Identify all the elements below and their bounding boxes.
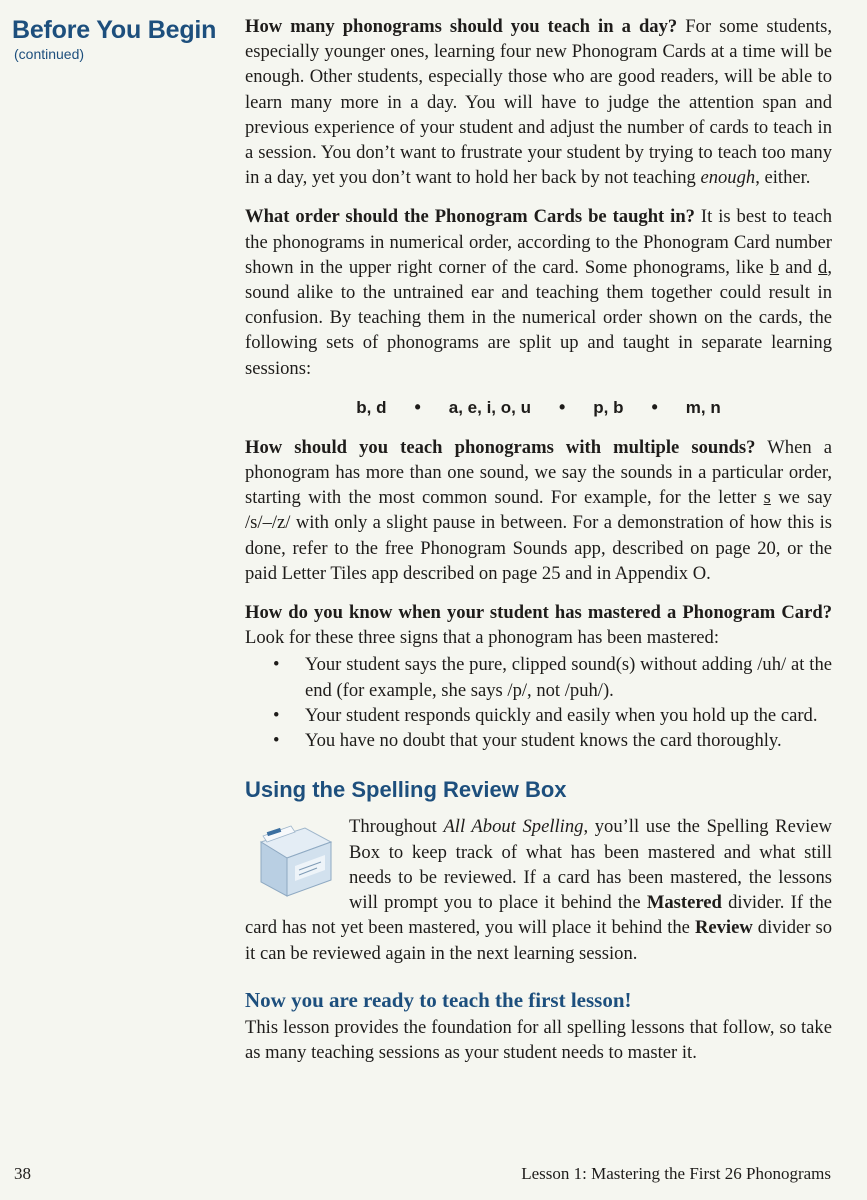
phonogram-set: m, n: [685, 398, 721, 418]
question-heading: How many phonograms should you teach in a day?: [245, 16, 678, 37]
bullet-icon: •: [273, 730, 280, 752]
spelling-review-box-image: [247, 820, 335, 902]
answer-text: When a phonogram has more than one sound, we say the sounds in a particular order, starting with the most common sound. For example, for the letter: [245, 436, 832, 509]
bullet-separator: •: [414, 397, 421, 418]
book-title: All About Spelling: [443, 816, 584, 838]
phonogram-set: p, b: [593, 398, 624, 418]
list-item-text: Your student says the pure, clipped sound(s) without adding /uh/ at the end (for example, she says /p/, not /puh/).: [305, 654, 832, 701]
running-footer: Lesson 1: Mastering the First 26 Phonograms: [521, 1164, 831, 1183]
emphasis-text: enough: [700, 167, 756, 189]
review-text: divider so it can be reviewed again in the next learning session.: [245, 917, 833, 964]
page-number: 38: [14, 1164, 31, 1183]
list-item-text: You have no doubt that your student knows the card thoroughly.: [305, 730, 782, 752]
paragraph-mastery: [245, 600, 832, 650]
paragraph-multiple-sounds: [245, 435, 832, 586]
list-item: [245, 728, 832, 753]
phonogram-sets: [245, 395, 832, 421]
bullet-icon: •: [273, 654, 280, 676]
question-heading: How should you teach phonograms with multiple sounds?: [245, 436, 756, 458]
answer-text-end: , either.: [755, 167, 811, 189]
question-heading: How do you know when your student has mastered a Phonogram Card?: [245, 602, 832, 624]
mastery-signs-list: [245, 652, 832, 753]
section-heading: Using the Spelling Review Box: [245, 777, 567, 803]
main-content: [245, 14, 832, 1079]
ready-paragraph: This lesson provides the foundation for all spelling lessons that follow, so take as many teaching sessions as your student needs to master it.: [245, 1016, 832, 1064]
underlined-letter: b: [769, 256, 780, 278]
review-text: , you’ll use the Spelling Review Box to keep track of what has been mastered and what still needs to be reviewed. If a card has been mastered, the lessons will prompt you to place it behind the: [349, 816, 832, 914]
review-text: Throughout: [349, 816, 444, 838]
review-divider-label: Review: [694, 917, 753, 939]
ready-heading: Now you are ready to teach the first lesson!: [245, 987, 632, 1012]
sidebar-title: Before You Begin: [12, 16, 217, 44]
answer-text: It is best to teach the phonograms in numerical order, according to the Phonogram Card number shown in the upper right corner of the card. Some phonograms, like: [245, 206, 833, 278]
list-item: [245, 703, 832, 728]
mastered-divider-label: Mastered: [646, 892, 722, 914]
list-item: [245, 652, 832, 702]
answer-text: Look for these three signs that a phonogram has been mastered:: [245, 627, 719, 649]
review-box-paragraph: [245, 814, 832, 965]
answer-text: we say /s/–/z/ with only a slight pause in between. For a demonstration of how this is done, refer to the free Phonogram Sounds app, described on page 20, or the paid Letter Tiles app described on page 25 and in Appendix O.: [245, 487, 832, 584]
underlined-letter: d: [818, 256, 828, 278]
bullet-icon: •: [273, 704, 280, 726]
bullet-separator: •: [558, 397, 566, 418]
answer-text: For some students, especially younger ones, learning four new Phonogram Cards at a time will be enough. Other students, especially those who are good readers, will be able to learn many more in a day. You will have to judge the attention span and previous experience of your student and adjust the number of cards to teach in a session. You don’t want to frustrate your student by trying to teach too many in a day, yet you don’t want to hold her back by not teaching: [245, 16, 832, 189]
answer-text: , sound alike to the untrained ear and teaching them together could result in confusion. By teaching them in the numerical order shown on the cards, the following sets of phonograms are split up and taught in separate learning sessions:: [245, 256, 832, 379]
list-item-text: Your student responds quickly and easily when you hold up the card.: [305, 704, 818, 726]
phonogram-set: b, d: [356, 398, 387, 418]
bullet-separator: •: [651, 397, 658, 418]
paragraph-teaching-order: [245, 204, 832, 380]
answer-text: and: [779, 256, 819, 278]
question-heading: What order should the Phonogram Cards be taught in?: [245, 206, 695, 228]
underlined-letter: s: [763, 487, 771, 509]
sidebar-subtitle: (continued): [14, 46, 85, 62]
phonogram-set: a, e, i, o, u: [448, 398, 531, 418]
paragraph-phonograms-per-day: [245, 14, 832, 190]
review-text: divider. If the card has not yet been mastered, you will place it behind the: [245, 892, 832, 939]
